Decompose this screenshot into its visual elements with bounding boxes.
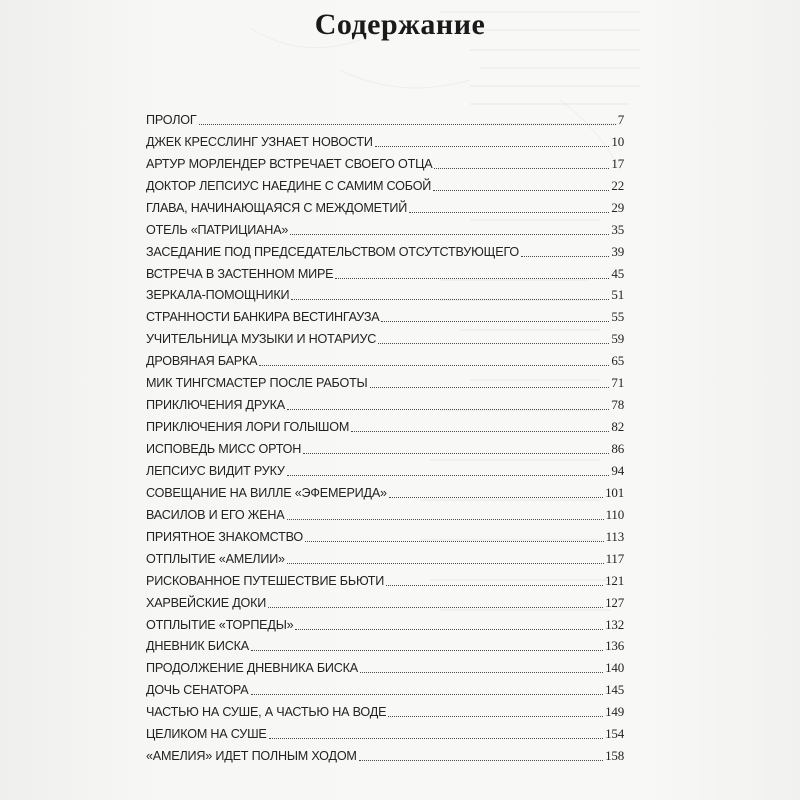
chapter-title: ДОЧЬ СЕНАТОРА (146, 683, 249, 698)
toc-entry (146, 194, 624, 216)
page-number: 145 (605, 682, 624, 698)
page-number: 86 (611, 441, 624, 456)
chapter-title: СТРАННОСТИ БАНКИРА ВЕСТИНГАУЗА (146, 310, 380, 325)
chapter-title: ОТЕЛЬ «ПАТРИЦИАНА» (146, 222, 289, 237)
page-number: 35 (611, 221, 624, 237)
page-number: 158 (605, 748, 624, 764)
chapter-title: ПРИКЛЮЧЕНИЯ ДРУКА (146, 398, 285, 413)
page-number: 29 (611, 199, 624, 215)
dot-leader (295, 629, 603, 630)
dot-leader (268, 607, 603, 608)
page-number: 65 (611, 353, 624, 369)
page-number: 140 (605, 660, 624, 676)
dot-leader (521, 256, 609, 257)
dot-leader (386, 585, 603, 586)
page-number: 51 (611, 287, 624, 303)
dot-leader (290, 234, 609, 235)
chapter-title: ПРИКЛЮЧЕНИЯ ЛОРИ ГОЛЫШОМ (146, 420, 350, 435)
page-number: 113 (605, 528, 624, 544)
page-number: 82 (611, 419, 624, 435)
toc-entry (146, 589, 624, 611)
table-of-contents (146, 106, 624, 764)
dot-leader (409, 212, 609, 213)
toc-entry (146, 742, 624, 764)
dot-leader (433, 190, 609, 191)
chapter-title: ЦЕЛИКОМ НА СУШЕ (146, 727, 267, 742)
toc-entry (146, 216, 624, 238)
chapter-title: ХАРВЕЙСКИЕ ДОКИ (146, 595, 267, 610)
dot-leader (251, 694, 604, 695)
toc-entry (146, 523, 624, 545)
toc-entry (146, 391, 624, 413)
toc-entry (146, 325, 624, 347)
page-number: 17 (611, 155, 624, 171)
toc-entry (146, 633, 624, 655)
dot-leader (381, 321, 609, 322)
toc-entry (146, 303, 624, 325)
page-number: 110 (605, 506, 624, 522)
chapter-title: ИСПОВЕДЬ МИСС ОРТОН (146, 442, 302, 456)
toc-entry (146, 172, 624, 194)
dot-leader (269, 738, 603, 739)
page-number: 78 (611, 397, 624, 413)
page-number: 127 (605, 594, 624, 610)
toc-entry (146, 238, 624, 260)
chapter-title: РИСКОВАННОЕ ПУТЕШЕСТВИЕ БЬЮТИ (146, 573, 385, 588)
dot-leader (335, 278, 609, 279)
dot-leader (287, 563, 604, 564)
dot-leader (388, 716, 603, 717)
page-title: Содержание (314, 8, 486, 41)
page-number: 132 (605, 616, 624, 632)
dot-leader (287, 409, 609, 410)
toc-entry (146, 128, 624, 150)
dot-leader (434, 168, 609, 169)
toc-entry (146, 567, 624, 589)
page-number: 117 (605, 550, 624, 566)
dot-leader (199, 124, 616, 125)
page-number: 59 (611, 331, 624, 347)
chapter-title: ДОКТОР ЛЕПСИУС НАЕДИНЕ С САМИМ СОБОЙ (146, 178, 432, 193)
toc-entry (146, 545, 624, 567)
toc-entry (146, 282, 624, 304)
page-number: 7 (617, 111, 624, 127)
toc-entry (146, 435, 624, 457)
chapter-title: ДРОВЯНАЯ БАРКА (146, 354, 258, 369)
toc-entry (146, 369, 624, 391)
toc-entry (146, 457, 624, 479)
toc-entry (146, 654, 624, 676)
chapter-title: ПРОДОЛЖЕНИЕ ДНЕВНИКА БИСКА (146, 661, 358, 676)
chapter-title: ВСТРЕЧА В ЗАСТЕННОМ МИРЕ (146, 266, 334, 281)
dot-leader (259, 365, 609, 366)
chapter-title: ЗАСЕДАНИЕ ПОД ПРЕДСЕДАТЕЛЬСТВОМ ОТСУТСТВУЮЩЕГО (146, 244, 519, 259)
dot-leader (251, 650, 603, 651)
toc-entry (146, 347, 624, 369)
dot-leader (359, 760, 603, 761)
dot-leader (287, 519, 604, 520)
chapter-title: ДНЕВНИК БИСКА (146, 639, 249, 654)
toc-entry (146, 676, 624, 698)
chapter-title: СОВЕЩАНИЕ НА ВИЛЛЕ «ЭФЕМЕРИДА» (146, 485, 387, 500)
chapter-title: ОТПЛЫТИЕ «АМЕЛИИ» (146, 551, 285, 566)
dot-leader (305, 541, 604, 542)
dot-leader (389, 497, 603, 498)
chapter-title: АРТУР МОРЛЕНДЕР ВСТРЕЧАЕТ СВОЕГО ОТЦА (146, 156, 433, 171)
toc-entry (146, 260, 624, 282)
chapter-title: ЗЕРКАЛА-ПОМОЩНИКИ (146, 288, 290, 303)
page-number: 154 (605, 726, 624, 742)
chapter-title: МИК ТИНГСМАСТЕР ПОСЛЕ РАБОТЫ (146, 376, 368, 391)
toc-entry (146, 698, 624, 720)
page-number: 71 (611, 375, 624, 391)
toc-entry (146, 501, 624, 523)
page-number: 10 (611, 133, 624, 149)
toc-entry (146, 720, 624, 742)
chapter-title: «АМЕЛИЯ» ИДЕТ ПОЛНЫМ ХОДОМ (146, 749, 357, 764)
page-number: 22 (611, 177, 624, 193)
dot-leader (360, 672, 603, 673)
page-number: 55 (611, 309, 624, 325)
chapter-title: ДЖЕК КРЕССЛИНГ УЗНАЕТ НОВОСТИ (146, 134, 373, 149)
page-number: 121 (605, 572, 624, 588)
dot-leader (303, 453, 609, 454)
chapter-title: ГЛАВА, НАЧИНАЮЩАЯСЯ С МЕЖДОМЕТИЙ (146, 200, 408, 215)
toc-entry (146, 611, 624, 633)
chapter-title: ЛЕПСИУС ВИДИТ РУКУ (146, 463, 285, 478)
page-number: 149 (605, 704, 624, 720)
dot-leader (375, 146, 610, 147)
dot-leader (370, 387, 610, 388)
dot-leader (287, 475, 610, 476)
chapter-title: ПРИЯТНОЕ ЗНАКОМСТВО (146, 529, 304, 544)
dot-leader (291, 299, 609, 300)
toc-entry (146, 479, 624, 501)
chapter-title: УЧИТЕЛЬНИЦА МУЗЫКИ И НОТАРИУС (146, 332, 377, 347)
page-number: 39 (611, 243, 624, 259)
dot-leader (351, 431, 609, 432)
page-number: 101 (605, 484, 624, 500)
toc-entry (146, 150, 624, 172)
toc-entry (146, 413, 624, 435)
chapter-title: ПРОЛОГ (146, 112, 197, 127)
page-number: 94 (611, 462, 624, 478)
chapter-title: ЧАСТЬЮ НА СУШЕ, А ЧАСТЬЮ НА ВОДЕ (146, 705, 387, 720)
chapter-title: ОТПЛЫТИЕ «ТОРПЕДЫ» (146, 617, 294, 632)
toc-entry (146, 106, 624, 128)
dot-leader (378, 343, 609, 344)
page-number: 136 (605, 638, 624, 654)
page-number: 45 (611, 265, 624, 281)
chapter-title: ВАСИЛОВ И ЕГО ЖЕНА (146, 507, 285, 522)
